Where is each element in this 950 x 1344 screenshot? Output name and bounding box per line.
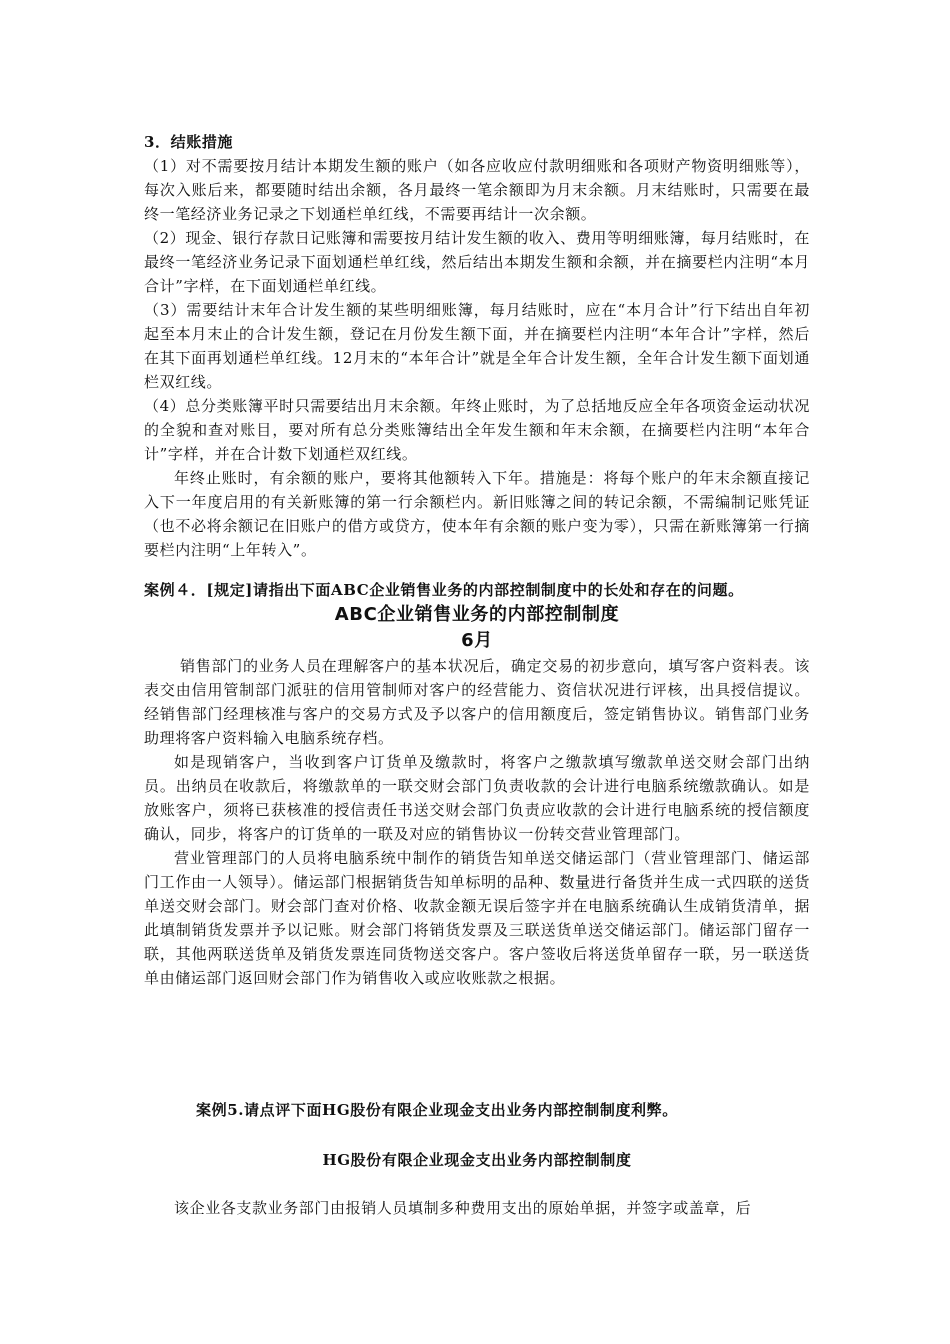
case4-title: ABC企业销售业务的内部控制制度 <box>334 604 620 625</box>
case4-month: 6月 <box>461 630 493 651</box>
case4-paragraph-1: 销售部门的业务人员在理解客户的基本状况后，确定交易的初步意向，填写客户资料表。该表交由信用管制部门派驻的信用管制师对客户的经营能力、资信状况进行评核，出具授信提议。经销售部门经理核准与客户的交易方式及予以客户的信用额度后，签定销售协议。销售部门业务助理将客户资料输入电脑系统存档。 <box>144 657 810 747</box>
case-4 <box>144 578 810 990</box>
case5-title: HG股份有限企业现金支出业务内部控制制度 <box>322 1151 632 1169</box>
case-5-body <box>144 1196 810 1220</box>
case4-paragraph-2: 如是现销客户，当收到客户订货单及缴款时，将客户之缴款填写缴款单送交财会部门出纳员。出纳员在收款后，将缴款单的一联交财会部门负责收款的会计进行电脑系统缴款确认。如是放账客户，须将已获核准的授信责任书送交财会部门负责应收款的会计进行电脑系统的授信额度确认，同步，将客户的订货单的一联及对应的销售协议一份转交营业管理部门。 <box>144 753 810 843</box>
case4-prompt: 案例４．[规定]请指出下面ABC企业销售业务的内部控制制度中的长处和存在的问题。 <box>144 581 744 599</box>
case5-prompt: 案例5.请点评下面HG股份有限企业现金支出业务内部控制制度利弊。 <box>196 1101 678 1119</box>
paragraph-item-3: （3）需要结计末年合计发生额的某些明细账簿，每月结账时，应在“本月合计”行下结出自年初起至本月末止的合计发生额，登记在月份发生额下面，并在摘要栏内注明“本年合计”字样，然后在其下面再划通栏单红线。12月末的“本年合计”就是全年合计发生额，全年合计发生额下面划通栏双红线。 <box>144 301 810 391</box>
case4-paragraph-3: 营业管理部门的人员将电脑系统中制作的销货告知单送交储运部门（营业管理部门、储运部门工作由一人领导）。储运部门根据销货告知单标明的品种、数量进行备货并生成一式四联的送货单送交财会部门。财会部门查对价格、收款金额无误后签字并在电脑系统确认生成销货清单，据此填制销货发票并予以记账。财会部门将销货发票及三联送货单送交储运部门。储运部门留存一联，其他两联送货单及销货发票连同货物送交客户。客户签收后将送货单留存一联，另一联送货单由储运部门返回财会部门作为销售收入或应收账款之根据。 <box>144 849 810 987</box>
paragraph-item-2: （2）现金、银行存款日记账簿和需要按月结计发生额的收入、费用等明细账簿，每月结账时，在最终一笔经济业务记录下面划通栏单红线，然后结出本期发生额和余额，并在摘要栏内注明“本月合计”字样，在下面划通栏单红线。 <box>144 229 810 295</box>
section-3 <box>144 130 810 562</box>
paragraph-year-end: 年终止账时，有余额的账户，要将其他额转入下年。措施是：将每个账户的年末余额直接记入下一年度启用的有关新账簿的第一行余额栏内。新旧账簿之间的转记余额，不需编制记账凭证（也不必将余额记在旧账户的借方或贷方，使本年有余额的账户变为零），只需在新账簿第一行摘要栏内注明“上年转入”。 <box>144 469 810 559</box>
case5-paragraph: 该企业各支款业务部门由报销人员填制多种费用支出的原始单据，并签字或盖章，后 <box>174 1199 752 1217</box>
case-5-title-block <box>144 1148 810 1172</box>
paragraph-item-1: （1）对不需要按月结计本期发生额的账户（如各应收应付款明细账和各项财产物资明细账等），每次入账后来，都要随时结出余额，各月最终一笔余额即为月末余额。月末结账时，只需要在最终一笔经济业务记录之下划通栏单红线，不需要再结计一次余额。 <box>144 157 810 223</box>
paragraph-item-4: （4）总分类账簿平时只需要结出月末余额。年终止账时，为了总括地反应全年各项资金运动状况的全貌和查对账目，要对所有总分类账簿结出全年发生额和年末余额，在摘要栏内注明“本年合计”字样，并在合计数下划通栏双红线。 <box>144 397 810 463</box>
case-5 <box>144 1098 810 1122</box>
section-heading: 3．结账措施 <box>144 133 234 151</box>
